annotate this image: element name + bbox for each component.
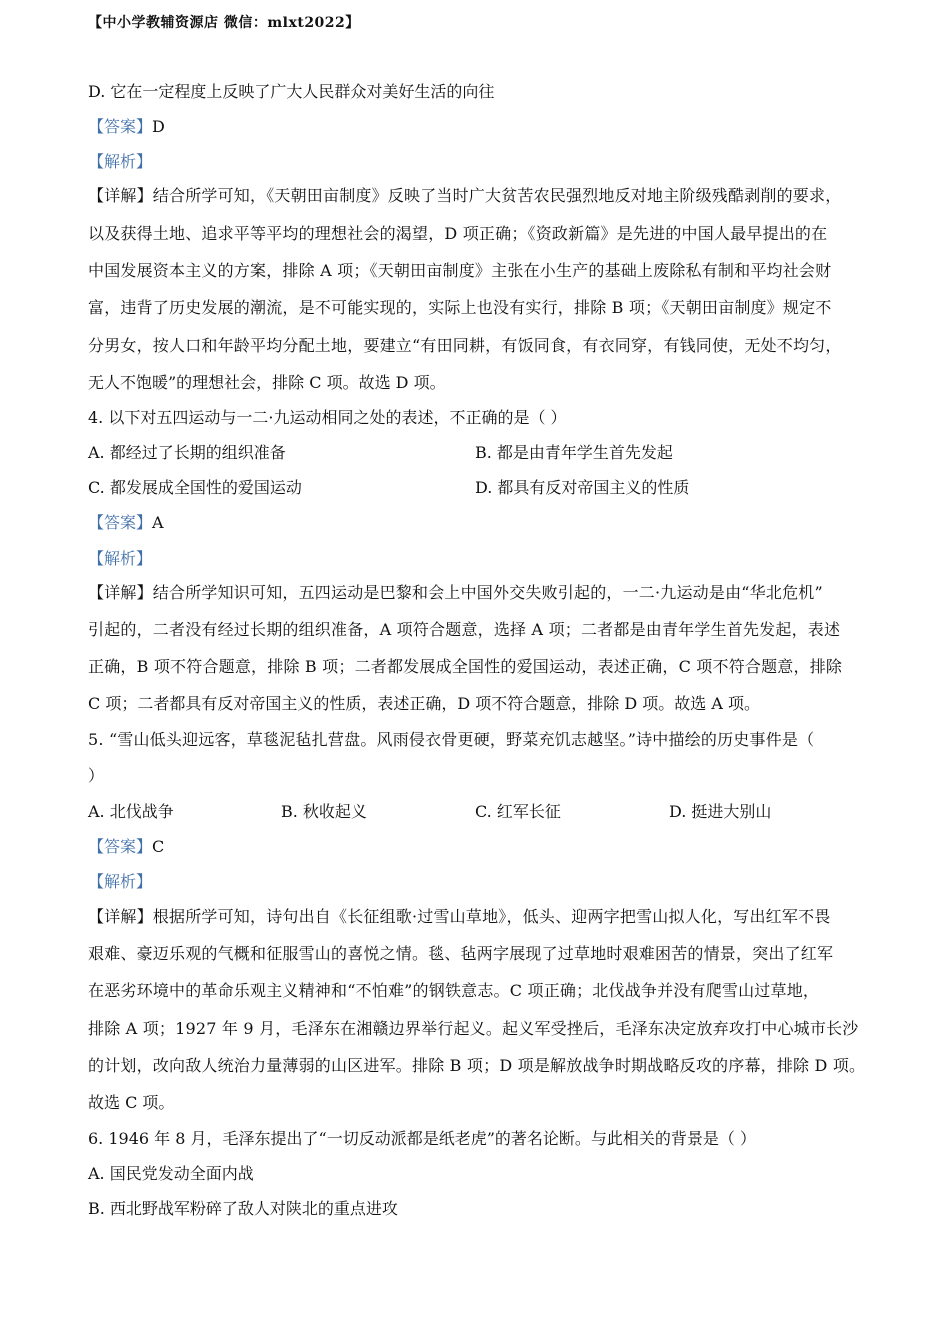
page-header: 【中小学教辅资源店 微信：mlxt2022】 [88, 15, 360, 31]
answer-label: 【答案】 [88, 117, 153, 136]
q5-detail-line: 排除 A 项；1927 年 9 月，毛泽东在湘赣边界举行起义。起义军受挫后，毛泽东决定放弃攻打中心城市长沙 [88, 1019, 859, 1038]
q5-option-a: A. 北伐战争 [88, 802, 174, 821]
q5-question: 5. “雪山低头迎远客，草毯泥毡扎营盘。风雨侵衣骨更硬，野菜充饥志越坚。”诗中描绘的历史事件是（ [88, 730, 815, 749]
q4-detail-line: 【详解】结合所学知识可知，五四运动是巴黎和会上中国外交失败引起的，一二·九运动是由“华北危机” [88, 583, 823, 602]
q5-option-d: D. 挺进大别山 [669, 802, 772, 821]
q3-answer [88, 117, 165, 137]
q4-question: 4. 以下对五四运动与一二·九运动相同之处的表述，不正确的是（ ） [88, 408, 567, 427]
answer-label: 【答案】 [88, 513, 153, 532]
q3-detail-line: 富，违背了历史发展的潮流，是不可能实现的，实际上也没有实行，排除 B 项；《天朝田亩制度》规定不 [88, 298, 832, 317]
q3-detail-line: 无人不饱暖”的理想社会，排除 C 项。故选 D 项。 [88, 373, 446, 392]
q6-option-b: B. 西北野战军粉碎了敌人对陕北的重点进攻 [88, 1199, 398, 1218]
q4-analysis-label: 【解析】 [88, 549, 153, 568]
q5-detail-line: 的计划，改向敌人统治力量薄弱的山区进军。排除 B 项；D 项是解放战争时期战略反攻的序幕，排除 D 项。 [88, 1056, 866, 1075]
q3-option-d: D. 它在一定程度上反映了广大人民群众对美好生活的向往 [88, 82, 495, 101]
q5-answer [88, 837, 164, 857]
q6-question: 6. 1946 年 8 月，毛泽东提出了“一切反动派都是纸老虎”的著名论断。与此相关的背景是（ ） [88, 1129, 756, 1148]
q6-option-a: A. 国民党发动全面内战 [88, 1164, 254, 1183]
q4-detail-line: C 项；二者都具有反对帝国主义的性质，表述正确，D 项不符合题意，排除 D 项。故选 A 项。 [88, 694, 760, 713]
q3-analysis-label: 【解析】 [88, 152, 153, 171]
answer-value: D [152, 117, 165, 136]
q5-option-b: B. 秋收起义 [281, 802, 367, 821]
q3-detail-line: 中国发展资本主义的方案，排除 A 项；《天朝田亩制度》主张在小生产的基础上废除私有制和平均社会财 [88, 261, 832, 280]
q4-option-c: C. 都发展成全国性的爱国运动 [88, 478, 302, 497]
answer-label: 【答案】 [88, 837, 153, 856]
q4-detail-line: 正确，B 项不符合题意，排除 B 项；二者都发展成全国性的爱国运动，表述正确，C 项不符合题意，排除 [88, 657, 843, 676]
q5-detail-line: 【详解】根据所学可知，诗句出自《长征组歌·过雪山草地》，低头、迎两字把雪山拟人化，写出红军不畏 [88, 907, 831, 926]
q5-analysis-label: 【解析】 [88, 872, 153, 891]
q3-detail-line: 分男女，按人口和年龄平均分配土地，要建立“有田同耕，有饭同食，有衣同穿，有钱同使，无处不均匀， [88, 336, 842, 355]
q5-detail-line: 在恶劣环境中的革命乐观主义精神和“不怕难”的钢铁意志。C 项正确；北伐战争并没有爬雪山过草地， [88, 981, 820, 1000]
q5-detail-line: 故选 C 项。 [88, 1093, 175, 1112]
q5-option-c: C. 红军长征 [475, 802, 561, 821]
q4-option-a: A. 都经过了长期的组织准备 [88, 443, 286, 462]
q5-question-end: ） [88, 766, 105, 785]
q4-detail-line: 引起的，二者没有经过长期的组织准备，A 项符合题意，选择 A 项；二者都是由青年学生首先发起，表述 [88, 620, 841, 639]
q3-detail-line: 以及获得土地、追求平等平均的理想社会的渴望，D 项正确；《资政新篇》是先进的中国人最早提出的在 [88, 224, 828, 243]
q3-detail-line: 【详解】结合所学可知，《天朝田亩制度》反映了当时广大贫苦农民强烈地反对地主阶级残酷剥削的要求， [88, 186, 842, 205]
answer-value: C [152, 837, 165, 856]
answer-value: A [152, 513, 164, 532]
q4-option-b: B. 都是由青年学生首先发起 [475, 443, 673, 462]
q4-answer [88, 513, 164, 533]
q5-detail-line: 艰难、豪迈乐观的气概和征服雪山的喜悦之情。毯、毡两字展现了过草地时艰难困苦的情景，突出了红军 [88, 944, 834, 963]
q4-option-d: D. 都具有反对帝国主义的性质 [475, 478, 690, 497]
